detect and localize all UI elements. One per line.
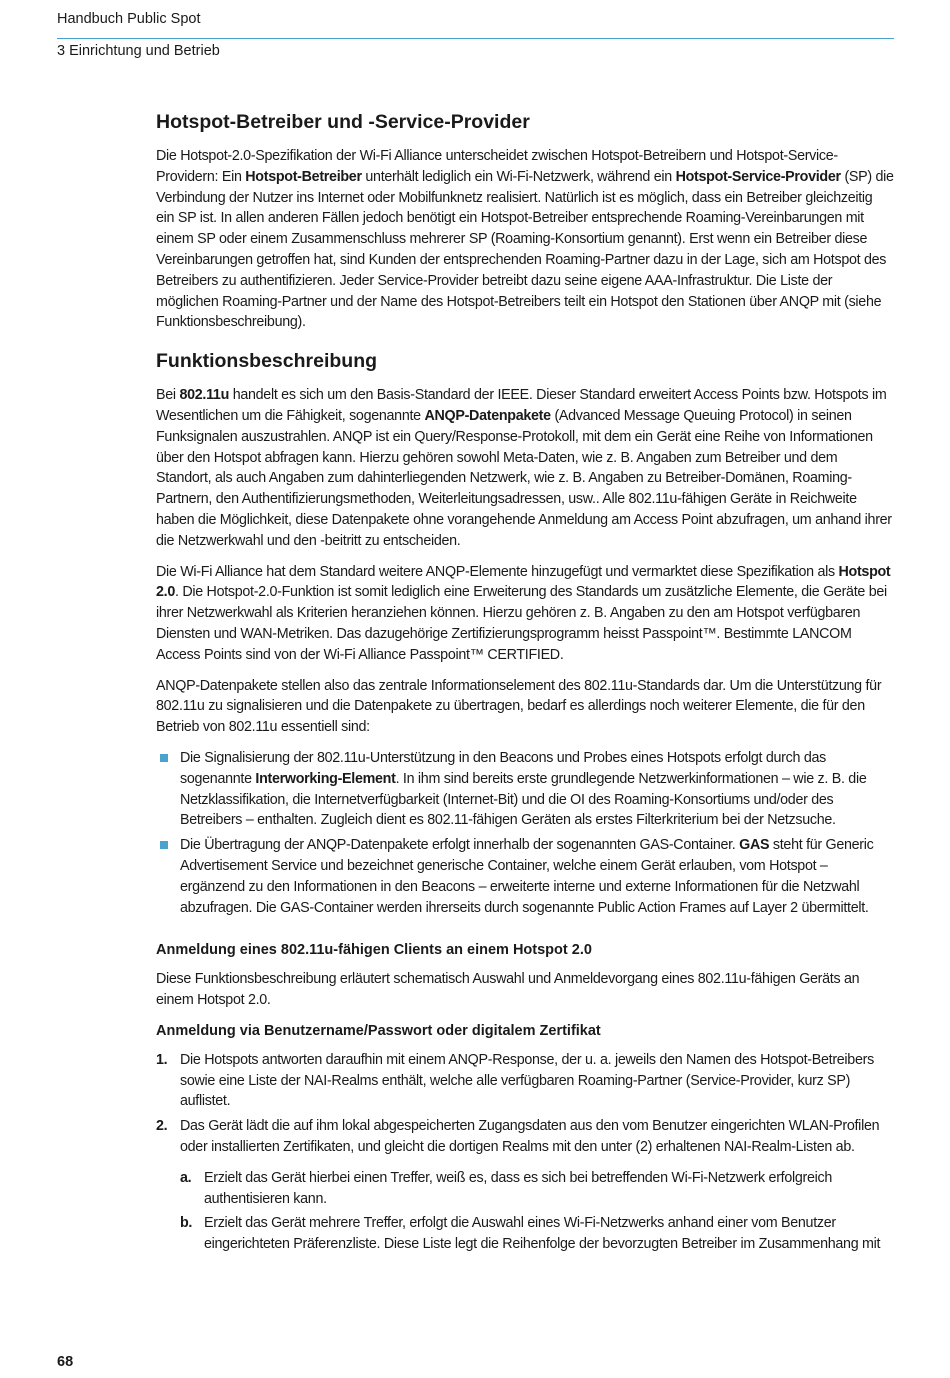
list-marker: 2.: [156, 1118, 168, 1135]
bold-term: Interworking-Element: [255, 770, 396, 787]
list-marker: 1.: [156, 1051, 168, 1068]
list-item-text: Erzielt das Gerät mehrere Treffer, erfolgt die Auswahl eines Wi-Fi-Netzwerks anhand einer vom Benutzer eingerichteten Präferenzliste. Diese Liste legt die Reihenfolge der bevorzugten Betreiber im Zusammenhang mit: [204, 1215, 881, 1253]
text-run: Bei: [156, 387, 180, 404]
header-divider: [57, 38, 894, 39]
bullet-square-icon: [160, 841, 168, 849]
text-run: handelt es sich um den Basis-Standard der IEEE. Dieser Standard erweitert Access Points bzw. Hotspots im Wesentlichen um die Fähigkeit, sogenannte: [156, 387, 887, 424]
bullet-list: [156, 748, 894, 918]
list-marker: a.: [180, 1169, 192, 1186]
section-heading-function: Funktionsbeschreibung: [156, 350, 378, 373]
bold-term: GAS: [739, 837, 770, 854]
bold-term: 802.11u: [179, 387, 230, 404]
bold-term: Hotspot-Betreiber: [245, 168, 362, 185]
bold-term: Hotspot-Service-Provider: [675, 168, 841, 185]
list-item-text: Erzielt das Gerät hierbei einen Treffer, weiß es, dass es sich bei betreffenden Wi-Fi-Netzwerk erfolgreich authentisieren kann.: [204, 1169, 833, 1207]
paragraph-anqp: ANQP-Datenpakete stellen also das zentrale Informationselement des 802.11u-Standards dar. Um die Unterstützung für 802.11u zu signalisieren und die Datenpakete zu übertragen, bedarf es allerdings noch weiterer Elemente, die für den Betrieb von 802.11u essentiell sind:: [156, 677, 882, 736]
sub-list: [180, 1168, 894, 1255]
subheading-credentials: Anmeldung via Benutzername/Passwort oder digitalem Zertifikat: [156, 1022, 601, 1039]
header-chapter: 3 Einrichtung und Betrieb: [57, 43, 220, 59]
list-item: [156, 1116, 894, 1255]
section-heading-hotspot-operator: Hotspot-Betreiber und -Service-Provider: [156, 111, 530, 133]
text-run: steht für Generic Advertisement Service und bezeichnet generische Container, welche einem Gerät erlauben, vom Hotspot – ergänzend zu den Informationen in den Beacons – erweiterte interne und externe Informationen für die Netzwahl abzufragen. Die GAS-Container werden ihrerseits durch sogenannte Public Action Frames auf Layer 2 übermittelt.: [180, 837, 874, 916]
list-item: [156, 1050, 894, 1112]
text-run: Die Signalisierung der 802.11u-Unterstützung in den Beacons und Probes eines Hotspots erfolgt durch das sogenannte: [180, 749, 826, 787]
text-run: unterhält lediglich ein Wi-Fi-Netzwerk, während ein: [361, 168, 676, 185]
page-number: 68: [57, 1354, 74, 1370]
paragraph-client-login: Diese Funktionsbeschreibung erläutert schematisch Auswahl und Anmeldevorgang eines 802.11u-fähigen Geräts an einem Hotspot 2.0.: [156, 971, 860, 1009]
text-run: Die Wi-Fi Alliance hat dem Standard weitere ANQP-Elemente hinzugefügt und vermarktet diese Spezifikation als: [156, 563, 839, 580]
bold-term: ANQP-Datenpakete: [424, 407, 551, 424]
paragraph-hotspot20: [156, 562, 894, 666]
list-marker: b.: [180, 1215, 193, 1232]
bullet-square-icon: [160, 754, 168, 762]
main-content: [156, 108, 894, 1263]
text-run: (SP) die Verbindung der Nutzer ins Internet oder Mobilfunknetz realisiert. Natürlich ist es möglich, dass ein Betreiber gleichzeitig ein SP ist. In allen anderen Fällen jedoch benötigt ein Hotspot-Betreiber entsprechende Roaming-Vereinbarungen mit einem SP oder einem Zusammenschluss mehrerer SP (Roaming-Konsortium genannt). Erst wenn ein Betreiber diese Vereinbarungen getroffen hat, sind Kunden der entsprechenden Roaming-Partner dazu in der Lage, sich am Hotspot des Betreibers zu authentifizieren. Jeder Service-Provider betreibt dazu seine eigene AAA-Infrastruktur. Die Liste der möglichen Roaming-Partner und der Name des Hotspot-Betreibers teilt ein Hotspot den Stationen über ANQP mit (siehe Funktionsbeschreibung).: [156, 168, 894, 331]
list-item: [156, 835, 894, 918]
list-item-text: Das Gerät lädt die auf ihm lokal abgespeicherten Zugangsdaten aus den vom Benutzer eingerichten WLAN-Profilen oder installierten Zertifikaten, und gleicht die dortigen Realms mit den unter (2) erhaltenen NAI-Realm-Listen ab.: [180, 1118, 880, 1156]
header-book-title: Handbuch Public Spot: [57, 11, 201, 27]
bold-term: Hotspot 2.0: [156, 563, 891, 601]
text-run: Die Hotspot-2.0-Spezifikation der Wi-Fi Alliance unterscheidet zwischen Hotspot-Betreibern und Hotspot-Service-Providern: Ein: [156, 148, 838, 185]
paragraph-hotspot-operator: [156, 146, 894, 333]
list-item: [180, 1213, 894, 1255]
text-run: . Die Hotspot-2.0-Funktion ist somit lediglich eine Erweiterung des Standards um zusätzliche Elemente, die Geräte bei ihrer Netzwerkwahl als Kriterien heranziehen können. Hierzu gehören z. B. Angaben zu den am Hotspot verfügbaren Diensten und WAN-Metriken. Das dazugehörige Zertifizierungsprogramm heisst Passpoint™. Bestimmte LANCOM Access Points sind von der Wi-Fi Alliance Passpoint™ CERTIFIED.: [156, 584, 887, 663]
text-run: . In ihm sind bereits erste grundlegende Netzwerkinformationen – wie z. B. die Netzklassifikation, die Internetverfügbarkeit (Internet-Bit) und die OI des Roaming-Konsortiums und/oder des Betreibers – enthalten. Zugleich dient es 802.11-fähigen Geräten als erstes Filterkriterium bei der Netzsuche.: [180, 770, 867, 829]
section-heading-client-login: Anmeldung eines 802.11u-fähigen Clients an einem Hotspot 2.0: [156, 942, 592, 959]
paragraph-80211u: [156, 385, 894, 551]
numbered-list: [156, 1050, 894, 1255]
list-item-text: Die Hotspots antworten daraufhin mit einem ANQP-Response, der u. a. jeweils den Namen des Hotspot-Betreibers sowie eine Liste der NAI-Realms enthält, welche alle verfügbaren Roaming-Partner (Service-Provider, kurz SP) auflistet.: [180, 1051, 874, 1110]
list-item: [180, 1168, 894, 1210]
list-item: [156, 748, 894, 831]
text-run: (Advanced Message Queuing Protocol) in seinen Funksignalen auszustrahlen. ANQP ist ein Query/Response-Protokoll, mit dem ein Gerät eine Reihe von Informationen über den Hotspot abfragen kann. Hierzu gehören sowohl Meta-Daten, wie z. B. Angaben zum Betreiber und dem Standort, als auch Angaben zum dahinterliegenden Netzwerk, wie z. B. Angaben zu Betreiber-Domänen, Roaming-Partnern, den Authentifizierungsmethoden, Weiterleitungsadressen, usw.. Alle 802.11u-fähigen Geräte in Reichweite haben die Möglichkeit, diese Datenpakete ohne vorangehende Anmeldung am Access Point abzufragen, um anhand ihrer die Netzwerkwahl und den -beitritt zu entscheiden.: [156, 407, 892, 549]
text-run: Die Übertragung der ANQP-Datenpakete erfolgt innerhalb der sogenannten GAS-Container.: [180, 837, 740, 854]
